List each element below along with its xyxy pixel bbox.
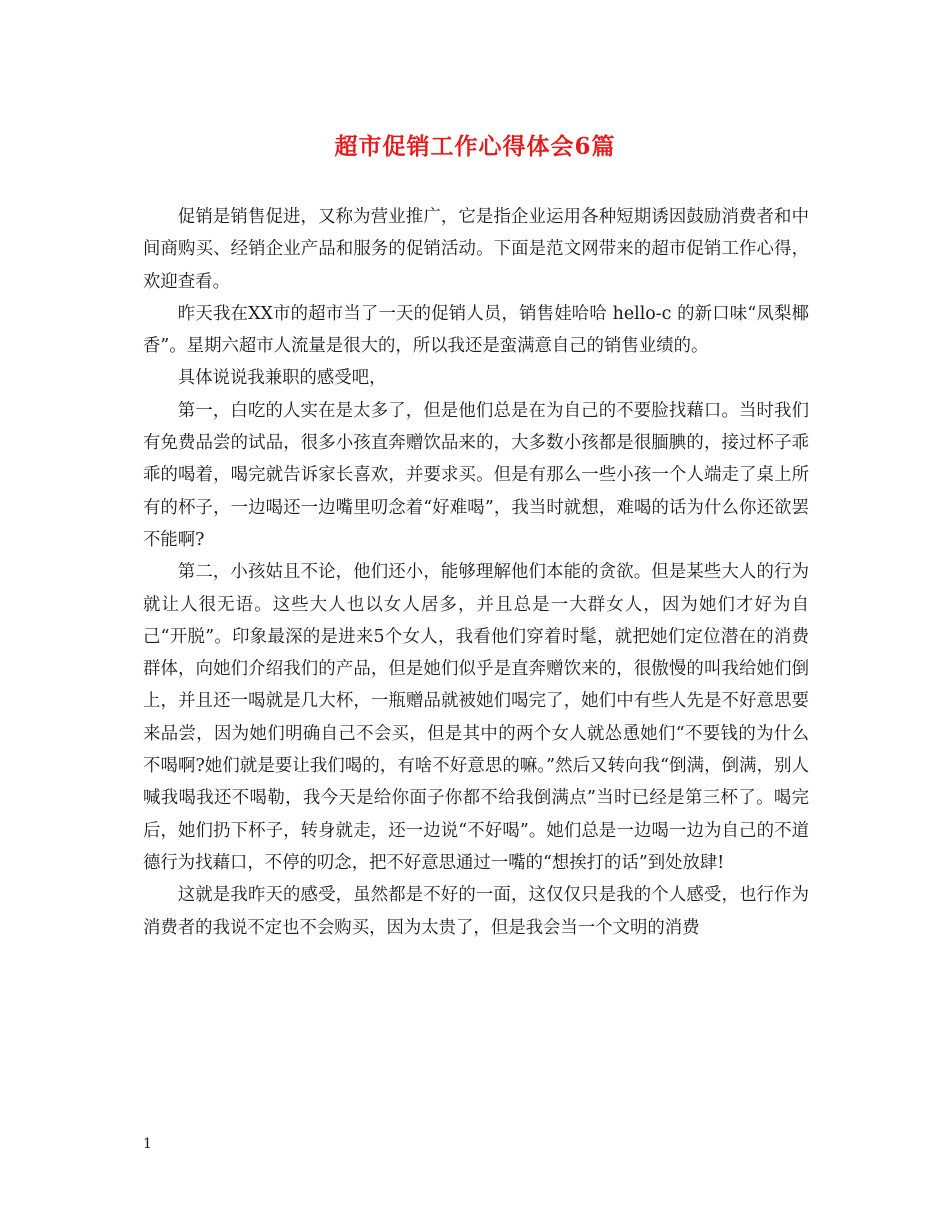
paragraph: 这就是我昨天的感受，虽然都是不好的一面，这仅仅只是我的个人感受，也行作为消费者的我说不定也不会购买，因为太贵了，但是我会当一个文明的消费 [143,885,809,938]
document-body [143,201,809,944]
paragraph: 促销是销售促进，又称为营业推广，它是指企业运用各种短期诱因鼓励消费者和中间商购买、经销企业产品和服务的促销活动。下面是范文网带来的超市促销工作心得，欢迎查看。 [143,207,809,292]
paragraph: 昨天我在XX市的超市当了一天的促销人员，销售娃哈哈 hello-c 的新口味“凤梨椰香”。星期六超市人流量是很大的，所以我还是蛮满意自己的销售业绩的。 [143,303,809,357]
page-number: 1 [143,1136,152,1152]
paragraph: 第一，白吃的人实在是太多了，但是他们总是在为自己的不要脸找藉口。当时我们有免费品尝的试品，很多小孩直奔赠饮品来的，大多数小孩都是很腼腆的，接过杯子乖乖的喝着，喝完就告诉家长喜欢，并要求买。但是有那么一些小孩一个人端走了桌上所有的杯子，一边喝还一边嘴里叨念着“好难喝”，我当时就想，难喝的话为什么你还欲罢不能啊? [143,400,809,550]
paragraph: 第二，小孩姑且不论，他们还小，能够理解他们本能的贪欲。但是某些大人的行为就让人很无语。这些大人也以女人居多，并且总是一大群女人，因为她们才好为自己“开脱”。印象最深的是进来5个女人，我看他们穿着时髦，就把她们定位潜在的消费群体，向她们介绍我们的产品，但是她们似乎是直奔赠饮来的，很傲慢的叫我给她们倒上，并且还一喝就是几大杯，一瓶赠品就被她们喝完了，她们中有些人先是不好意思要来品尝，因为她们明确自己不会买，但是其中的两个女人就怂恿她们“不要钱的为什么不喝啊?她们就是要让我们喝的，有啥不好意思的嘛。”然后又转向我“倒满，倒满，别人喊我喝我还不喝勒，我今天是给你面子你都不给我倒满点”当时已经是第三杯了。喝完后，她们扔下杯子，转身就走，还一边说“不好喝”。她们总是一边喝一边为自己的不道德行为找藉口，不停的叨念，把不好意思通过一嘴的“想挨打的话”到处放肆! [143,562,809,873]
paragraph: 具体说说我兼职的感受吧， [177,368,387,389]
document-title: 超市促销工作心得体会6篇 [334,133,616,160]
